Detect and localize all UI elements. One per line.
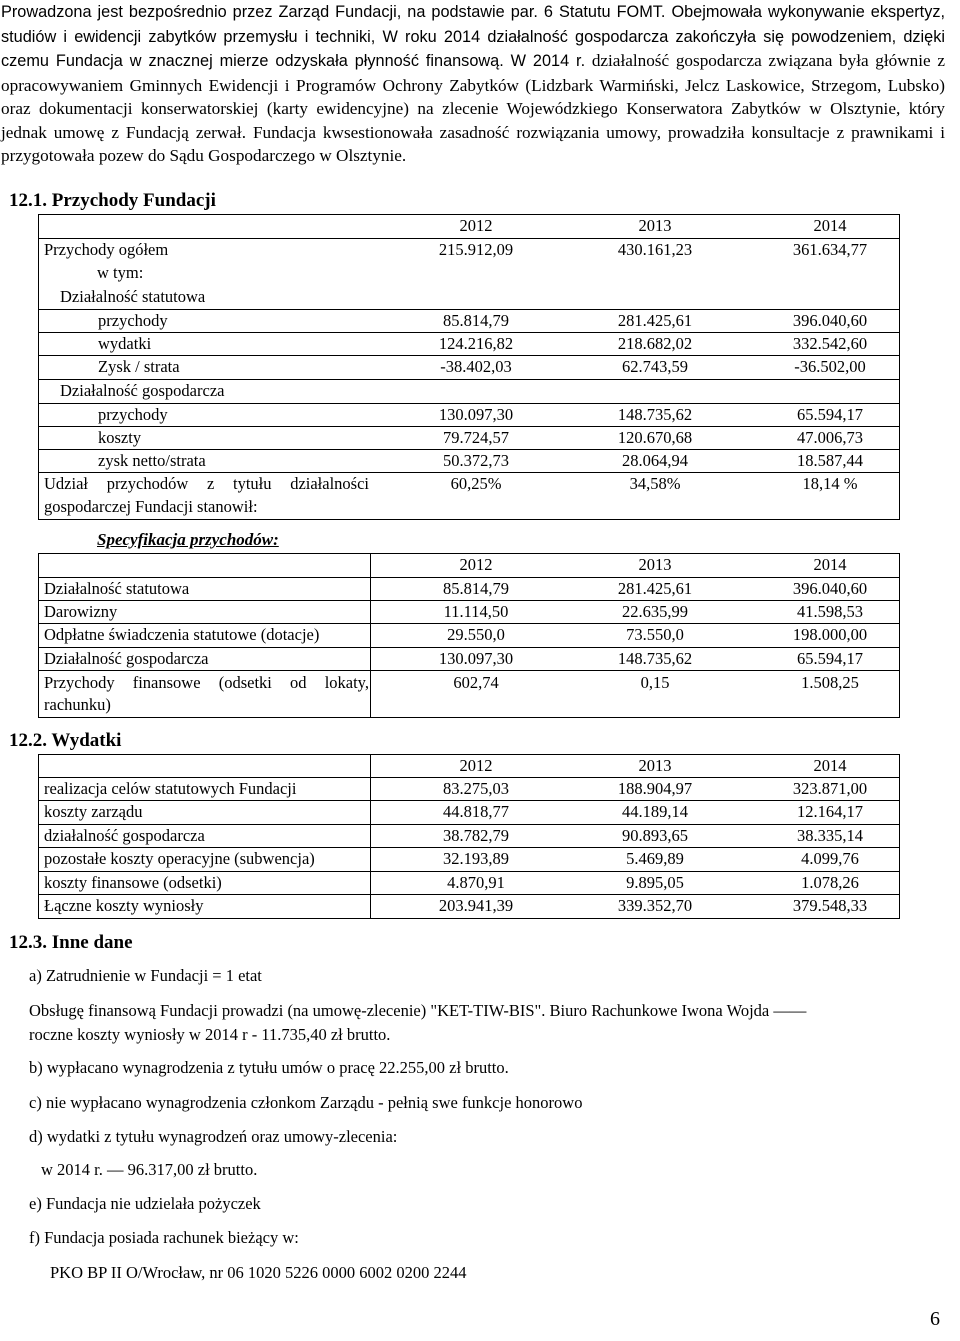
table-cell: 44.189,14	[622, 802, 688, 821]
table-cell: 22.635,99	[622, 602, 688, 621]
row-label: Działalność statutowa	[44, 579, 190, 598]
table-cell: 29.550,0	[447, 625, 505, 644]
share-label-1: Udział przychodów z tytułu działalności	[44, 474, 369, 493]
table-cell: 379.548,33	[792, 896, 868, 915]
table-cell: 1.508,25	[801, 673, 859, 692]
obsluga-line-2: roczne koszty wyniosły w 2014 r - 11.735,40 zł brutto.	[29, 1025, 391, 1044]
row-label: Zysk / strata	[98, 357, 180, 376]
table-cell: 44.818,77	[443, 802, 509, 821]
row-label: Działalność gospodarcza	[44, 649, 209, 668]
table-cell: 4.099,76	[801, 849, 859, 868]
row-label: Odpłatne świadczenia statutowe (dotacje)	[44, 625, 320, 644]
row-label: rachunku)	[44, 695, 111, 714]
table-cell: 130.097,30	[438, 649, 514, 668]
table-cell: 90.893,65	[622, 826, 688, 845]
year-header: 2013	[638, 555, 672, 574]
table-cell: 148.735,62	[617, 649, 693, 668]
year-header: 2012	[459, 555, 493, 574]
table-cell: 4.870,91	[447, 873, 505, 892]
table-cell: 85.814,79	[443, 311, 509, 330]
table-cell: 65.594,17	[797, 405, 863, 424]
intro-text-serif: działalność gospodarcza związana była głównie z opracowywaniem Gminnych Ewidencji i Programów Ochrony Zabytków (Lidzbark Warmiński, Jelcz Laskowice, Strzegom, Lubsko) oraz dokumentacji konserwatorskiej (karty ewidencyjne) na zlecenie Wojewódzkiego Konserwatora Zabytków w Olsztynie, który jednak umowę z Fundacją zerwał.	[1, 51, 945, 142]
table-cell: 148.735,62	[617, 405, 693, 424]
year-header: 2014	[813, 756, 847, 775]
table-cell: 120.670,68	[617, 428, 693, 447]
year-header: 2012	[459, 216, 493, 235]
share-label-2: gospodarczej Fundacji stanowił:	[44, 497, 258, 516]
row-label: Przychody finansowe (odsetki od lokaty,	[44, 673, 369, 692]
table-cell: 62.743,59	[622, 357, 688, 376]
year-header: 2013	[638, 216, 672, 235]
table-cell: 18.587,44	[797, 451, 863, 470]
table-cell: 38.782,79	[443, 826, 509, 845]
year-header: 2014	[813, 555, 847, 574]
table-cell: 430.161,23	[617, 240, 693, 259]
table-cell: 12.164,17	[797, 802, 863, 821]
item-d-amount: w 2014 r. — 96.317,00 zł brutto.	[41, 1160, 258, 1179]
table-cell: 323.871,00	[792, 779, 868, 798]
table-cell: 602,74	[453, 673, 499, 692]
item-c: c) nie wypłacano wynagrodzenia członkom Zarządu - pełnią swe funkcje honorowo	[29, 1093, 583, 1112]
table-cell: 124.216,82	[438, 334, 514, 353]
row-label: przychody	[98, 311, 168, 330]
table-cell: -38.402,03	[440, 357, 512, 376]
row-label: koszty finansowe (odsetki)	[44, 873, 222, 892]
row-label: wydatki	[98, 334, 152, 353]
table-cell: 198.000,00	[792, 625, 868, 644]
table-cell: 1.078,26	[801, 873, 859, 892]
table-cell: 9.895,05	[626, 873, 684, 892]
table-cell: 32.193,89	[443, 849, 509, 868]
row-label: Darowizny	[44, 602, 118, 621]
page-number: 6	[930, 1308, 940, 1330]
row-label: zysk netto/strata	[98, 451, 206, 470]
table-cell: 218.682,02	[617, 334, 693, 353]
total-revenue-label: Przychody ogółem	[44, 240, 169, 259]
row-label: koszty	[98, 428, 142, 447]
table-cell: 396.040,60	[792, 579, 868, 598]
business-label: Działalność gospodarcza	[60, 381, 225, 400]
table-cell: 332.542,60	[792, 334, 868, 353]
table-cell: 50.372,73	[443, 451, 509, 470]
wtym-label: w tym:	[97, 263, 144, 282]
table-cell: 41.598,53	[797, 602, 863, 621]
row-label: koszty zarządu	[44, 802, 143, 821]
table-cell: 281.425,61	[617, 311, 693, 330]
spec-title: Specyfikacja przychodów:	[97, 530, 279, 549]
table-cell: -36.502,00	[794, 357, 866, 376]
obsluga-line-1: Obsługę finansową Fundacji prowadzi (na umowę-zlecenie) "KET-TIW-BIS". Biuro Rachunkowe Iwona Wojda ——	[29, 1001, 807, 1020]
bank-account: PKO BP II O/Wrocław, nr 06 1020 5226 0000 6002 0200 2244	[50, 1263, 467, 1282]
table-cell: 73.550,0	[626, 625, 684, 644]
item-d: d) wydatki z tytułu wynagrodzeń oraz umowy-zlecenia:	[29, 1127, 398, 1146]
table-cell: 34,58%	[629, 474, 681, 493]
section-heading-wydatki: 12.2. Wydatki	[9, 730, 122, 751]
table-cell: 130.097,30	[438, 405, 514, 424]
row-label: działalność gospodarcza	[44, 826, 205, 845]
item-e: e) Fundacja nie udzielała pożyczek	[29, 1194, 261, 1213]
table-cell: 60,25%	[450, 474, 502, 493]
table-cell: 396.040,60	[792, 311, 868, 330]
section-heading-inne-dane: 12.3. Inne dane	[9, 932, 133, 953]
table-cell: 361.634,77	[792, 240, 868, 259]
table-cell: 188.904,97	[617, 779, 693, 798]
table-cell: 38.335,14	[797, 826, 863, 845]
item-a: a) Zatrudnienie w Fundacji = 1 etat	[29, 966, 262, 985]
intro-paragraph	[1, 0, 945, 168]
table-cell: 215.912,09	[438, 240, 514, 259]
table-cell: 79.724,57	[443, 428, 509, 447]
table-cell: 281.425,61	[617, 579, 693, 598]
table-cell: 11.114,50	[443, 602, 509, 621]
table-cell: 339.352,70	[617, 896, 693, 915]
row-label: pozostałe koszty operacyjne (subwencja)	[44, 849, 315, 868]
table-cell: 65.594,17	[797, 649, 863, 668]
table-cell: 28.064,94	[622, 451, 688, 470]
year-header: 2012	[459, 756, 493, 775]
item-b: b) wypłacano wynagrodzenia z tytułu umów o pracę 22.255,00 zł brutto.	[29, 1058, 509, 1077]
row-label: Łączne koszty wyniosły	[44, 896, 204, 915]
year-header: 2013	[638, 756, 672, 775]
table-cell: 85.814,79	[443, 579, 509, 598]
row-label: realizacja celów statutowych Fundacji	[44, 779, 297, 798]
table-cell: 203.941,39	[438, 896, 514, 915]
intro-text-serif-2: Fundacja kwsestionowała zasadność rozwiązania umowy, prowadziła konsultacje z prawnikami i przygotowała pozew do Sądu Gospodarczego w Olsztynie.	[1, 122, 945, 165]
row-label: przychody	[98, 405, 168, 424]
statutory-label: Działalność statutowa	[60, 287, 206, 306]
section-heading-przychody: 12.1. Przychody Fundacji	[9, 190, 216, 211]
table-cell: 18,14 %	[802, 474, 858, 493]
table-cell: 5.469,89	[626, 849, 684, 868]
year-header: 2014	[813, 216, 847, 235]
table-cell: 0,15	[640, 673, 670, 692]
item-f: f) Fundacja posiada rachunek bieżący w:	[29, 1228, 299, 1247]
table-cell: 83.275,03	[443, 779, 509, 798]
intro-text-sans: Prowadzona jest bezpośrednio przez Zarząd Fundacji, na podstawie par. 6 Statutu FOMT. Obejmowała wykonywanie ekspertyz, studiów i ewidencji zabytków przemysłu i techniki, W roku 2014 działalność gospodarcza zakończyła się powodzeniem, dzięki czemu Fundacja w znacznej mierze odzyskała płynność finansową. W 2014 r.	[1, 3, 945, 70]
table-cell: 47.006,73	[797, 428, 863, 447]
